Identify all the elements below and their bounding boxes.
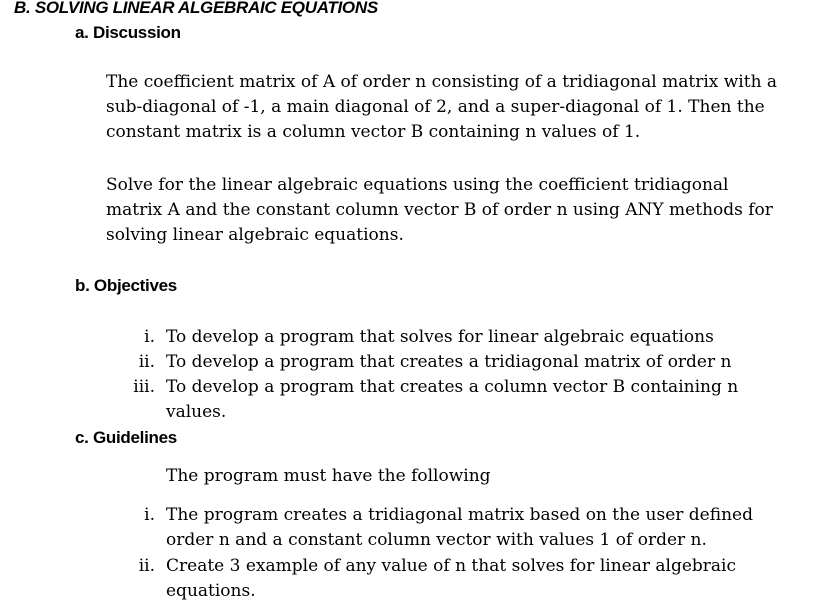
list-text: Create 3 example of any value of n that solves for linear algebraic (166, 556, 736, 576)
section-title: B. SOLVING LINEAR ALGEBRAIC EQUATIONS (14, 0, 378, 17)
guidelines-heading: c. Guidelines (75, 428, 177, 447)
list-number: ii. (138, 556, 155, 576)
list-number: iii. (133, 377, 155, 397)
paragraph-line: solving linear algebraic equations. (106, 225, 404, 245)
discussion-paragraph-2 (106, 173, 786, 248)
list-text-continued: equations. (166, 581, 256, 601)
list-text-continued: values. (166, 402, 227, 422)
discussion-paragraph-1 (106, 70, 786, 145)
list-text: To develop a program that solves for linear algebraic equations (166, 327, 714, 347)
list-text-continued: order n and a constant column vector with values 1 of order n. (166, 530, 707, 550)
objective-item-1 (0, 325, 832, 350)
guidelines-intro: The program must have the following (166, 466, 491, 486)
list-text: The program creates a tridiagonal matrix based on the user defined (166, 505, 753, 525)
list-text: To develop a program that creates a column vector B containing n (166, 377, 739, 397)
objective-item-3 (0, 375, 832, 425)
list-number: ii. (138, 352, 155, 372)
list-number: i. (144, 327, 155, 347)
paragraph-line: constant matrix is a column vector B containing n values of 1. (106, 122, 641, 142)
list-text: To develop a program that creates a tridiagonal matrix of order n (166, 352, 732, 372)
paragraph-line: matrix A and the constant column vector B of order n using ANY methods for (106, 200, 773, 220)
guideline-item-2 (0, 554, 832, 604)
paragraph-line: Solve for the linear algebraic equations using the coefficient tridiagonal (106, 175, 729, 195)
guideline-item-1 (0, 503, 832, 553)
paragraph-line: sub-diagonal of -1, a main diagonal of 2, and a super-diagonal of 1. Then the (106, 97, 765, 117)
paragraph-line: The coefficient matrix of A of order n consisting of a tridiagonal matrix with a (106, 72, 778, 92)
objectives-heading: b. Objectives (75, 276, 177, 295)
objective-item-2 (0, 350, 832, 375)
discussion-heading: a. Discussion (75, 23, 181, 42)
list-number: i. (144, 505, 155, 525)
